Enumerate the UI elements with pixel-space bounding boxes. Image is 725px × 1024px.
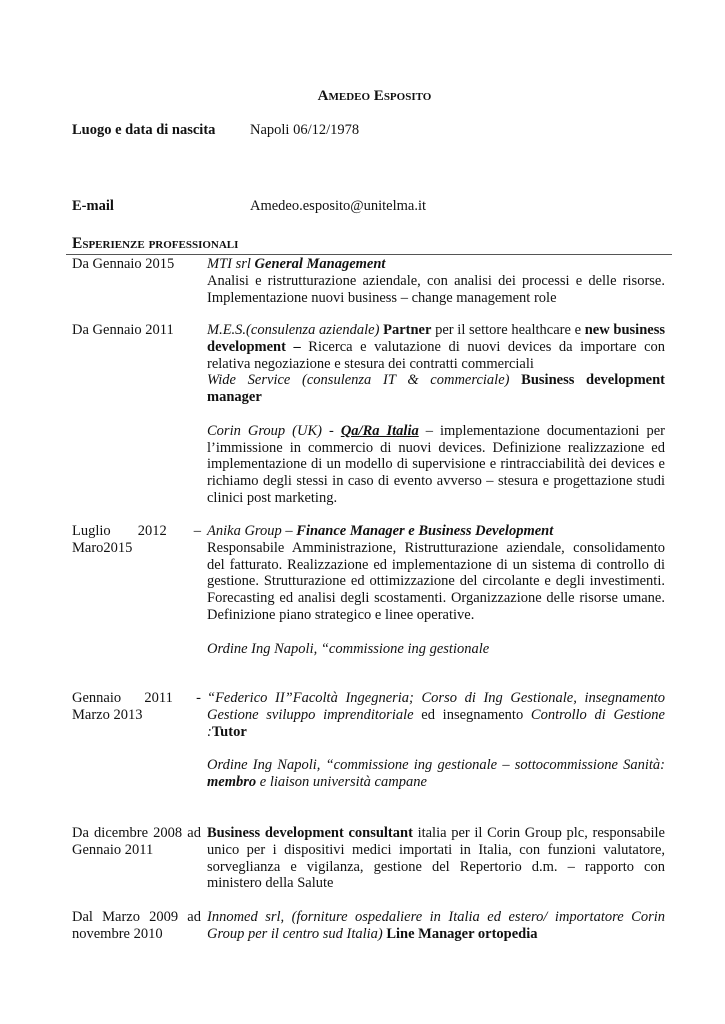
text-segment: Controllo di Gestione : — [207, 706, 665, 740]
description-paragraph — [207, 406, 665, 423]
experience-entry — [72, 523, 665, 657]
birth-value: Napoli 06/12/1978 — [250, 122, 360, 138]
date-line: Da Gennaio 2011 — [72, 322, 174, 338]
description-paragraph — [207, 540, 665, 624]
section-title: Esperienze professionali — [72, 235, 239, 252]
text-segment: Responsabile Amministrazione, Ristrutturazione aziendale, consolidamento del fatturato. Realizzazione ed implementazione di un sistema di controllo di gestione. Strutturazione ed ottimizzazione del circolante e degli investimenti. Forecasting ed analisi degli scostamenti. Organizzazione delle risorse umane. Definizione piano strategico e linee operative. — [207, 539, 665, 623]
date-line: Luglio 2012 – — [72, 523, 201, 539]
date-line: Maro2015 — [72, 539, 133, 556]
experience-date — [72, 523, 201, 557]
date-line: novembre 2010 — [72, 925, 163, 942]
date-line: Dal Marzo 2009 ad — [72, 909, 201, 925]
experience-entry — [72, 825, 665, 892]
text-segment: Ordine Ing Napoli, “commissione ing gestionale — [207, 640, 490, 657]
date-line: Da dicembre 2008 ad — [72, 825, 201, 841]
text-segment: e liaison università campane — [256, 773, 427, 790]
experience-description — [207, 523, 665, 657]
description-paragraph — [207, 690, 665, 740]
description-paragraph — [207, 909, 665, 943]
text-segment: Anika Group – — [207, 523, 297, 539]
experience-description — [207, 322, 665, 507]
description-paragraph — [207, 372, 665, 406]
text-segment: “Federico II”Facoltà Ingegneria; Corso di Ing Gestionale, insegnamento Gestione sviluppo imprenditoriale — [207, 690, 665, 723]
text-segment: italia per il Corin Group plc, responsabile unico per i dispositivi medici importati in Italia, con funzioni valutatore, sorveglianza e vigilanza, gestione del Repertorio d.m. – rapporto con ministero della Salute — [207, 825, 665, 892]
experience-entry — [72, 909, 665, 943]
experience-date — [72, 909, 201, 943]
experience-description — [207, 909, 665, 943]
text-segment: Corin Group (UK) - — [207, 422, 341, 439]
text-segment: Business development consultant — [207, 825, 413, 841]
date-line: Marzo 2013 — [72, 706, 143, 723]
text-segment: Wide Service (consulenza IT & commerciale) — [207, 372, 522, 389]
experience-date — [72, 825, 201, 859]
section-divider — [66, 254, 672, 255]
experience-entry — [72, 690, 665, 791]
experience-date — [72, 322, 201, 339]
text-segment: Tutor — [211, 723, 247, 740]
email-label: E-mail — [72, 198, 114, 214]
experience-description — [207, 690, 665, 791]
candidate-name: Amedeo Esposito — [317, 88, 432, 104]
text-segment: – implementazione documentazioni per l’immissione in commercio di nuovi devices. Definizione realizzazione ed implementazione di un modello di supervisione e rintracciabilità dei devices e richiamo degli stessi in caso di evento avverso – stesura e progettazione studi clinici post marketing. — [207, 422, 665, 506]
text-segment: Partner — [383, 322, 432, 338]
experience-description — [207, 256, 665, 306]
experience-date — [72, 256, 201, 273]
description-paragraph — [207, 322, 665, 372]
experience-entry — [72, 256, 665, 306]
text-segment: Ordine Ing Napoli, “commissione ing gestionale – sottocommissione Sanità: — [207, 757, 665, 774]
text-segment: new business development – — [207, 322, 665, 355]
description-paragraph — [207, 740, 665, 757]
birth-label: Luogo e data di nascita — [72, 122, 216, 138]
experience-date — [72, 690, 201, 724]
description-paragraph — [207, 757, 665, 791]
date-line: Gennaio 2011 - — [72, 690, 201, 706]
text-segment: membro — [207, 773, 257, 790]
description-paragraph — [207, 825, 665, 892]
description-paragraph — [207, 256, 665, 273]
description-paragraph — [207, 273, 665, 307]
description-paragraph — [207, 523, 665, 540]
description-paragraph — [207, 624, 665, 641]
text-segment: Line Manager ortopedia — [386, 925, 538, 942]
text-segment: M.E.S.(consulenza aziendale) — [207, 322, 384, 338]
text-segment: ed insegnamento — [413, 706, 531, 723]
text-segment: General Management — [254, 256, 386, 272]
text-segment: per il settore healthcare e — [431, 322, 585, 338]
text-segment: Innomed srl, (forniture ospedaliere in Italia ed estero/ importatore Corin Group per il centro sud Italia) — [207, 909, 665, 942]
description-paragraph — [207, 423, 665, 507]
experience-description — [207, 825, 665, 892]
date-line: Gennaio 2011 — [72, 841, 154, 858]
text-segment: Finance Manager e Business Development — [296, 523, 554, 539]
text-segment: Business development manager — [207, 372, 665, 406]
email-value: Amedeo.esposito@unitelma.it — [250, 198, 427, 214]
text-segment: MTI srl — [207, 256, 255, 272]
text-segment: Analisi e ristrutturazione aziendale, con analisi dei processi e delle risorse. Implementazione nuovi business – change management role — [207, 272, 665, 306]
description-paragraph — [207, 641, 665, 658]
date-line: Da Gennaio 2015 — [72, 256, 175, 272]
text-segment: Qa/Ra Italia — [340, 422, 419, 439]
experience-entry — [72, 322, 665, 507]
text-segment: Ricerca e valutazione di nuovi devices da importare con relativa negoziazione e stesura dei contratti commerciali — [207, 338, 666, 372]
